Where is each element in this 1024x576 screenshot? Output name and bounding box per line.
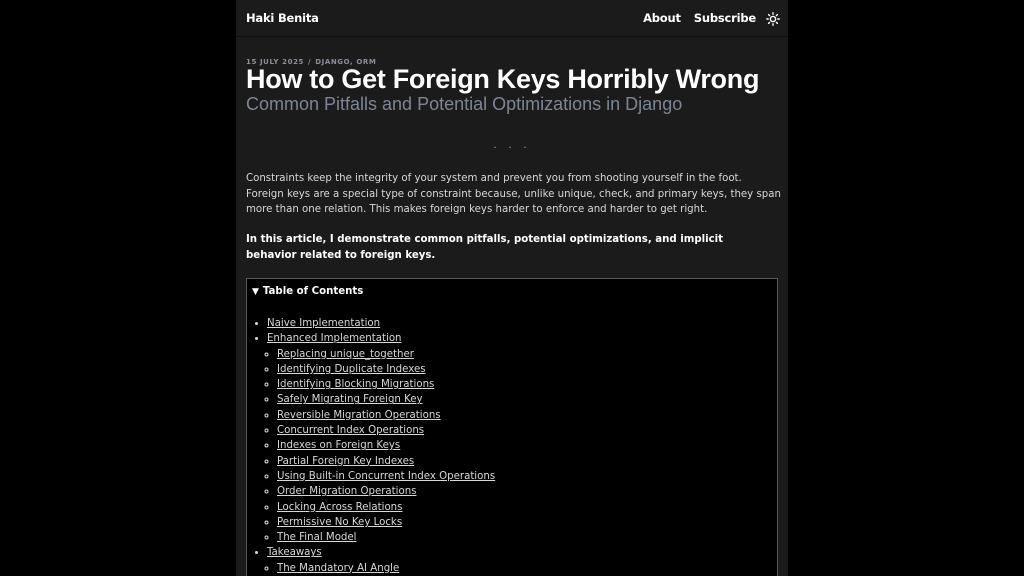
toc-link-built-in-concurrent-index-operations[interactable]: Using Built-in Concurrent Index Operations [277,470,496,482]
main-nav [630,11,780,25]
toc-subitem [277,530,495,545]
toc-link-reversible-migration-operations[interactable]: Reversible Migration Operations [277,409,441,421]
article-title: How to Get Foreign Keys Horribly Wrong [246,64,760,94]
toc-link-naive-implementation[interactable]: Naive Implementation [267,318,381,329]
toc-sublist [267,561,495,576]
toc-item [267,331,495,545]
toc-subitem [277,454,495,469]
section-divider: . . . [493,138,531,151]
intro-paragraph: Constraints keep the integrity of your system and prevent you from shooting yourself in the foot. Foreign keys are a special type of constraint because, unlike unique, check, and primary keys, they span more than one relation. This makes foreign keys harder to enforce and harder to get right. [246,173,781,215]
toc-item [267,316,495,331]
toc-subitem [277,561,495,576]
sun-icon [766,12,780,26]
toc-subitem [277,408,495,423]
toc-link-permissive-no-key-locks[interactable]: Permissive No Key Locks [277,516,403,528]
toc-link-indexes-on-foreign-keys[interactable]: Indexes on Foreign Keys [277,440,401,452]
theme-toggle-button[interactable] [766,11,780,25]
toc-subitem [277,423,495,438]
toc-subitem [277,347,495,362]
toc-toggle[interactable] [252,286,363,297]
toc-subitem [277,469,495,484]
toc-link-partial-foreign-key-indexes[interactable]: Partial Foreign Key Indexes [277,455,415,467]
nav-subscribe-link[interactable]: Subscribe [693,11,756,25]
toc-link-locking-across-relations[interactable]: Locking Across Relations [277,501,403,513]
toc-subitem [277,438,495,453]
toc-summary-label: Table of Contents [262,286,364,297]
lead-paragraph: In this article, I demonstrate common pitfalls, potential optimizations, and implicit behavior related to foreign keys. [246,234,723,261]
toc-link-the-final-model[interactable]: The Final Model [277,532,357,544]
article-subtitle: Common Pitfalls and Potential Optimizations in Django [246,94,683,114]
toc-link-order-migration-operations[interactable]: Order Migration Operations [277,486,417,498]
disclosure-triangle-icon: ▼ [252,287,259,297]
nav-about-link[interactable]: About [643,11,681,25]
toc-link-safely-migrating-foreign-key[interactable]: Safely Migrating Foreign Key [277,394,423,406]
site-brand-link[interactable]: Haki Benita [246,11,319,25]
toc-link-takeaways[interactable]: Takeaways [267,547,322,559]
toc-link-replacing-unique-together[interactable]: Replacing unique_together [277,348,414,360]
article-tags-link[interactable]: DJANGO, ORM [315,58,377,66]
article-date: 15 JULY 2025 [246,58,305,66]
toc-link-identifying-duplicate-indexes[interactable]: Identifying Duplicate Indexes [277,363,426,375]
toc-link-enhanced-implementation[interactable]: Enhanced Implementation [267,333,402,345]
toc-subitem [277,377,495,392]
toc-subitem [277,515,495,530]
meta-separator: / [308,58,312,66]
toc-item [267,545,495,576]
toc-subitem [277,500,495,515]
toc-subitem [277,362,495,377]
toc-link-concurrent-index-operations[interactable]: Concurrent Index Operations [277,425,425,437]
toc-sublist [267,347,495,546]
toc-link-identifying-blocking-migrations[interactable]: Identifying Blocking Migrations [277,379,435,391]
toc-subitem [277,484,495,499]
toc-list [247,316,495,576]
toc-subitem [277,392,495,407]
site-header [236,0,788,37]
table-of-contents [246,278,778,576]
toc-link-mandatory-ai-angle[interactable]: The Mandatory AI Angle [277,562,400,574]
